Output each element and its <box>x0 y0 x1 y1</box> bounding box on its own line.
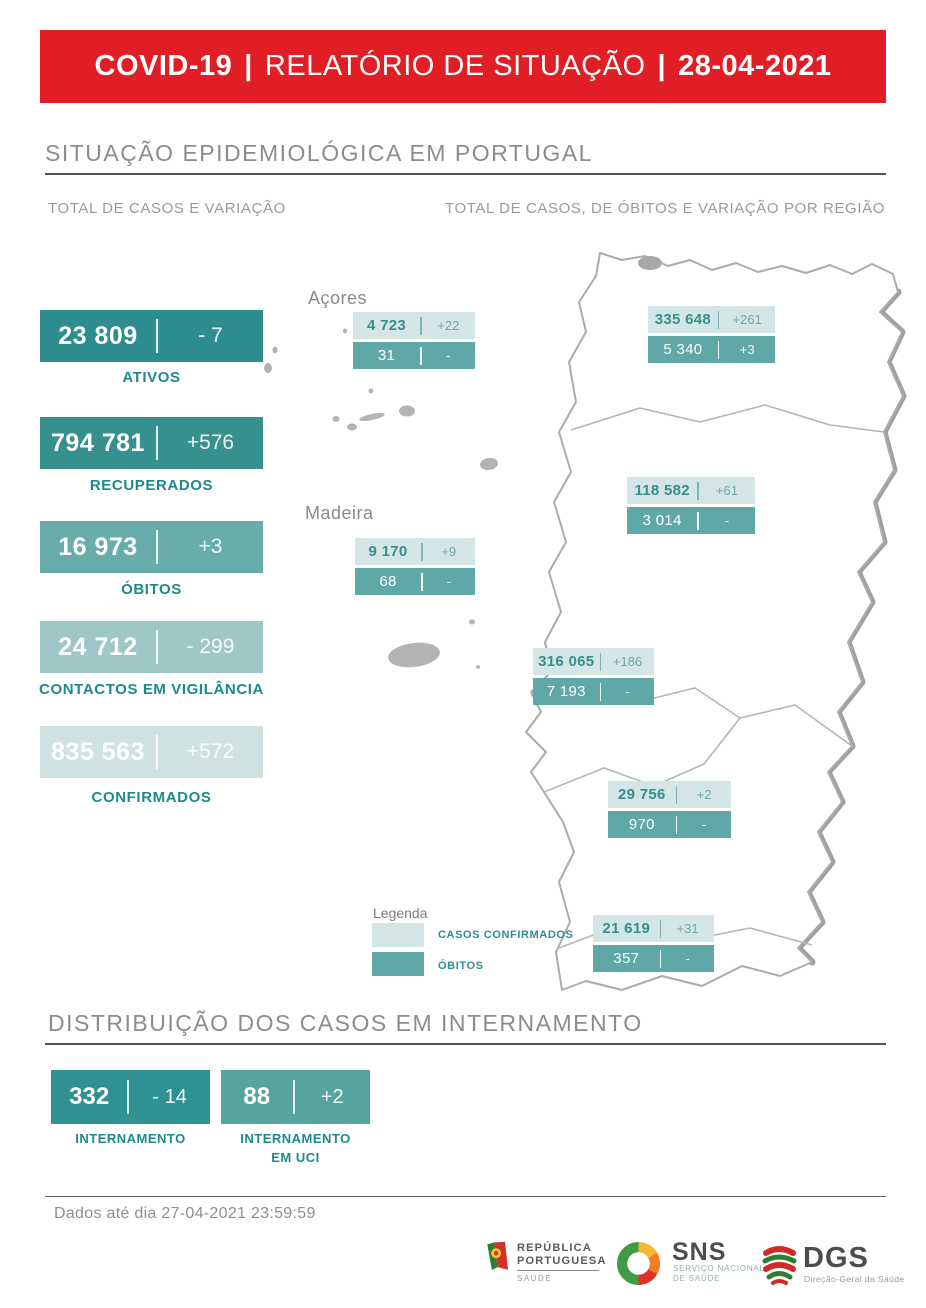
region-deaths-variation: - <box>446 574 451 589</box>
region-cases-row <box>608 781 731 808</box>
region-deaths: 7 193 <box>546 683 586 700</box>
republica-logo-line2: PORTUGUESA <box>517 1255 599 1271</box>
region-deaths-variation: - <box>625 684 630 699</box>
region-cases: 118 582 <box>634 482 690 499</box>
region-cases-row <box>355 538 475 565</box>
dgs-logo-icon <box>761 1244 798 1286</box>
region-cases-variation: +261 <box>732 312 762 327</box>
stat-value: 23 809 <box>58 321 138 350</box>
region-cases-row <box>353 312 475 339</box>
legend-label-deaths: ÓBITOS <box>438 960 484 972</box>
region-cases: 9 170 <box>368 543 408 560</box>
sns-logo-icon <box>617 1242 660 1285</box>
region-cases-variation: +31 <box>676 921 699 936</box>
banner-report-name: RELATÓRIO DE SITUAÇÃO <box>264 50 646 82</box>
region-cases-row <box>648 306 775 333</box>
region-cases-row <box>533 648 654 675</box>
stat-label-recuperados: RECUPERADOS <box>89 477 214 494</box>
region-deaths-row <box>355 568 475 595</box>
stat-variation: - 7 <box>198 324 223 347</box>
stat-variation: +576 <box>186 431 235 454</box>
sns-logo-sub1: SERVIÇO NACIONAL <box>673 1264 765 1273</box>
stat-label-obitos: ÓBITOS <box>121 581 182 598</box>
region-table-algarve <box>593 915 714 975</box>
region-table-acores <box>353 312 475 372</box>
stat-label-internamento-uci-line2: EM UCI <box>271 1150 320 1165</box>
region-label-madeira: Madeira <box>305 503 374 523</box>
region-cases: 29 756 <box>617 786 666 803</box>
region-cases-row <box>627 477 755 504</box>
region-label-acores: Açores <box>308 288 368 308</box>
stat-label-internamento: INTERNAMENTO <box>75 1131 186 1146</box>
divider-footer <box>45 1196 886 1197</box>
region-deaths-row <box>627 507 755 534</box>
republica-logo-line1: REPÚBLICA <box>517 1242 592 1254</box>
stat-box-internamento <box>51 1070 210 1124</box>
dgs-logo-sub: Direção-Geral da Saúde <box>804 1274 905 1284</box>
banner-date: 28-04-2021 <box>678 50 832 82</box>
republica-portuguesa-flag-icon <box>487 1241 509 1277</box>
region-cases-variation: +2 <box>696 787 712 802</box>
sns-logo-sub2: DE SAÚDE <box>673 1274 721 1283</box>
divider-epidemiological <box>45 173 886 175</box>
banner-program: COVID-19 <box>94 50 233 82</box>
right-column-header: TOTAL DE CASOS, DE ÓBITOS E VARIAÇÃO POR REGIÃO <box>445 200 885 217</box>
banner-separator-2: | <box>657 50 667 82</box>
stat-value: 24 712 <box>58 632 138 661</box>
stat-variation: - 299 <box>186 635 235 658</box>
region-cases-variation: +22 <box>437 318 460 333</box>
region-cases: 335 648 <box>654 311 712 328</box>
portugal-map <box>250 240 926 1010</box>
region-deaths-row <box>648 336 775 363</box>
region-deaths: 3 014 <box>642 512 682 529</box>
region-deaths: 31 <box>377 347 396 364</box>
sns-logo-name: SNS <box>672 1238 727 1266</box>
stat-box-obitos <box>40 521 263 573</box>
stat-box-confirmados <box>40 726 263 778</box>
left-column-header: TOTAL DE CASOS E VARIAÇÃO <box>48 200 286 217</box>
stat-value: 794 781 <box>51 428 145 457</box>
region-deaths: 5 340 <box>663 341 703 358</box>
region-cases-row <box>593 915 714 942</box>
region-deaths-row <box>593 945 714 972</box>
data-until-note: Dados até dia 27-04-2021 23:59:59 <box>54 1205 316 1222</box>
stat-variation: +2 <box>320 1085 344 1108</box>
stat-box-contactos <box>40 621 263 673</box>
stat-value: 88 <box>243 1083 271 1110</box>
region-deaths-row <box>353 342 475 369</box>
region-table-norte <box>648 306 775 366</box>
banner-separator-1: | <box>244 50 253 82</box>
dgs-logo-name: DGS <box>803 1242 869 1274</box>
region-deaths: 970 <box>628 816 655 833</box>
region-deaths-row <box>533 678 654 705</box>
legend-label-confirmed: CASOS CONFIRMADOS <box>438 929 574 941</box>
region-deaths-row <box>608 811 731 838</box>
region-deaths-variation: - <box>685 951 690 966</box>
report-title-banner <box>40 30 886 103</box>
section-title-epidemiological: SITUAÇÃO EPIDEMIOLÓGICA EM PORTUGAL <box>45 140 593 166</box>
region-cases: 21 619 <box>602 920 651 937</box>
legend-swatch-confirmed <box>372 923 424 947</box>
region-deaths-variation: +3 <box>739 342 755 357</box>
stat-value: 16 973 <box>58 532 138 561</box>
map-madeira-islands <box>387 620 480 671</box>
region-table-madeira <box>355 538 475 598</box>
republica-logo-sub: SAÚDE <box>517 1274 553 1283</box>
region-deaths-variation: - <box>701 817 707 832</box>
region-cases-variation: +9 <box>441 544 457 559</box>
stat-box-internamento-uci <box>221 1070 370 1124</box>
stat-value: 332 <box>69 1083 110 1110</box>
stat-variation: - 14 <box>152 1085 187 1108</box>
section-title-internment: DISTRIBUIÇÃO DOS CASOS EM INTERNAMENTO <box>48 1010 643 1036</box>
map-north-patch <box>638 256 662 270</box>
legend-swatch-deaths <box>372 952 424 976</box>
stat-variation: +3 <box>198 535 223 558</box>
stat-value: 835 563 <box>51 737 145 766</box>
legend-title: Legenda <box>373 905 428 921</box>
region-cases-variation: +186 <box>612 654 643 669</box>
stat-variation: +572 <box>186 740 235 763</box>
stat-label-contactos: CONTACTOS EM VIGILÂNCIA <box>39 681 264 698</box>
region-deaths-variation: - <box>724 513 730 528</box>
stat-label-ativos: ATIVOS <box>122 369 181 386</box>
region-cases-variation: +61 <box>715 483 738 498</box>
region-deaths: 357 <box>613 950 640 967</box>
stat-box-ativos <box>40 310 263 362</box>
stat-box-recuperados <box>40 417 263 469</box>
region-table-centro <box>627 477 755 537</box>
stat-label-internamento-uci: INTERNAMENTO <box>240 1131 351 1146</box>
region-deaths: 68 <box>379 573 397 590</box>
region-table-lisboa <box>533 648 654 708</box>
divider-internment <box>45 1043 886 1045</box>
region-cases: 316 065 <box>538 653 595 670</box>
region-deaths-variation: - <box>446 348 451 363</box>
stat-label-confirmados: CONFIRMADOS <box>91 789 212 806</box>
region-cases: 4 723 <box>367 317 407 334</box>
region-table-alentejo <box>608 781 731 841</box>
